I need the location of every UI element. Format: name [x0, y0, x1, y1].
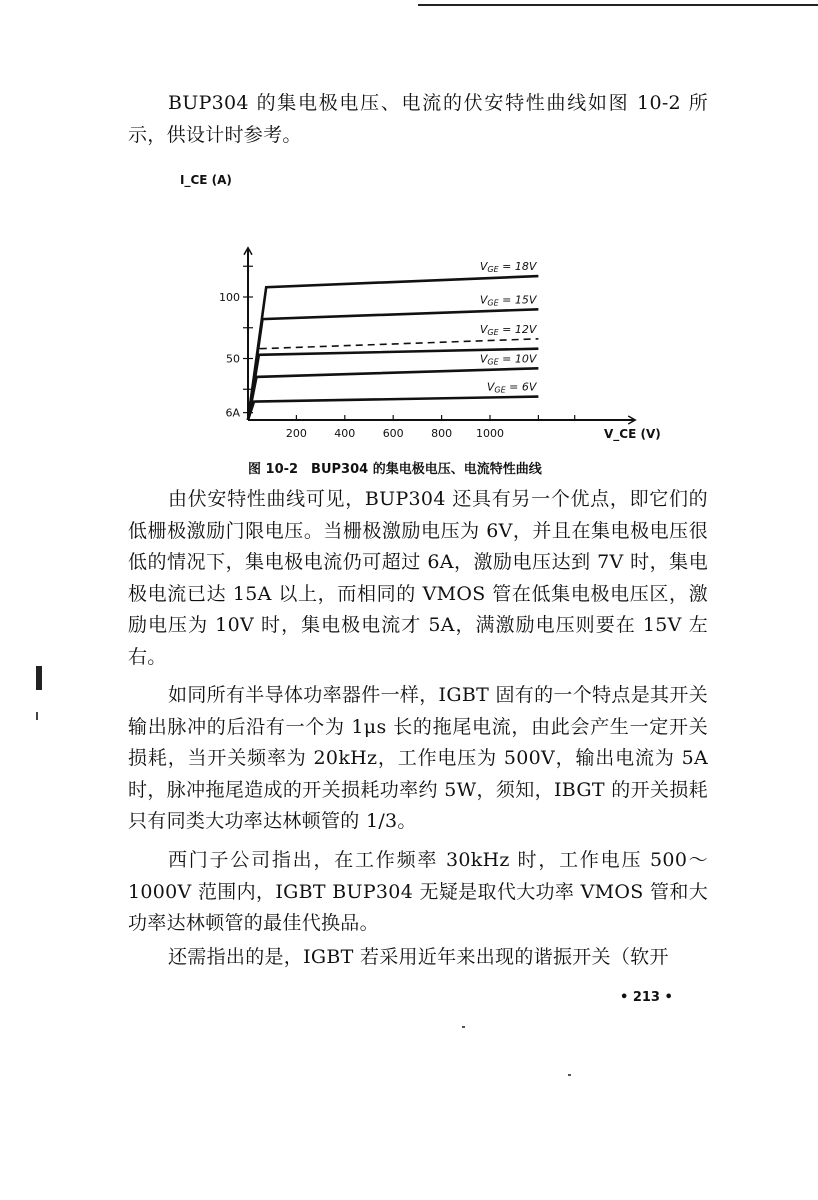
binding-mark	[36, 666, 42, 690]
series-label: VGE = 10V	[479, 352, 537, 367]
y-tick-label: 50	[226, 352, 240, 366]
x-axis-label: V_CE (V)	[604, 427, 661, 441]
iv-characteristic-chart	[168, 168, 688, 458]
x-tick-label: 1000	[476, 427, 504, 440]
paragraph-1: 由伏安特性曲线可见，BUP304 还具有另一个优点，即它们的低栅极激励门限电压。当栅极激励电压为 6V，并且在集电极电压很低的情况下，集电极电流仍可超过 6A，激励电压达到 7V 时，集电极电流已达 15A 以上，而相同的 VMOS 管在低集电极电压区，激励电压为 10V 时，集电极电流才 5A，满激励电压则要在 15V 左右。	[128, 488, 708, 668]
page-top-rule	[418, 4, 818, 6]
series-label: VGE = 15V	[479, 293, 537, 308]
x-tick-label: 200	[285, 427, 307, 440]
page-number: • 213 •	[620, 990, 673, 1005]
series-label: VGE = 6V	[486, 380, 537, 395]
y-tick-label: 6A	[225, 406, 240, 420]
y-axis-label: I_CE (A)	[180, 173, 232, 187]
y-tick-label: 100	[219, 291, 240, 304]
paragraph-4: 还需指出的是，IGBT 若采用近年来出现的谐振开关（软开	[168, 946, 669, 968]
scan-speck	[462, 1026, 465, 1028]
x-tick-label: 800	[431, 427, 453, 440]
paragraph-2: 如同所有半导体功率器件一样，IGBT 固有的一个特点是其开关输出脉冲的后沿有一个为 1μs 长的拖尾电流，由此会产生一定开关损耗，当开关频率为 20kHz，工作电压为 500V，输出电流为 5A 时，脉冲拖尾造成的开关损耗功率约 5W，须知，IBGT 的开关损耗只有同类大功率达林顿管的 1/3。	[128, 684, 708, 832]
figure-caption: 图 10-2 BUP304 的集电极电压、电流特性曲线	[248, 462, 542, 477]
binding-tick	[36, 712, 38, 720]
scan-speck	[568, 1074, 571, 1076]
paragraph-3: 西门子公司指出，在工作频率 30kHz 时，工作电压 500～1000V 范围内，IGBT BUP304 无疑是取代大功率 VMOS 管和大功率达林顿管的最佳代换品。	[128, 849, 708, 934]
x-tick-label: 400	[334, 427, 356, 440]
paragraph-intro: BUP304 的集电极电压、电流的伏安特性曲线如图 10-2 所示，供设计时参考。	[128, 92, 708, 146]
series-label: VGE = 12V	[479, 322, 537, 337]
series-label: VGE = 18V	[479, 260, 537, 275]
x-tick-label: 600	[382, 427, 404, 440]
